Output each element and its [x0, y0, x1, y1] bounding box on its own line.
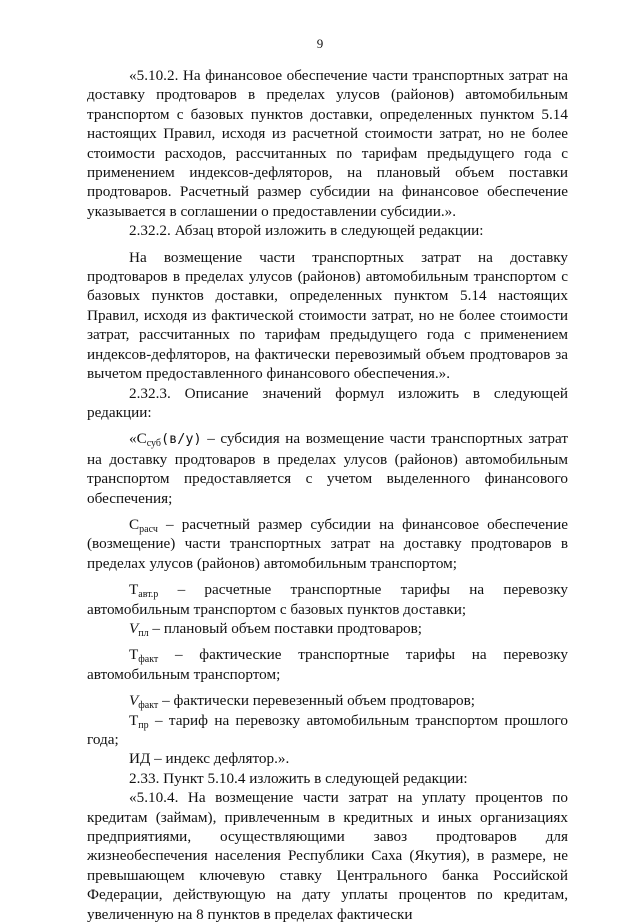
definition-c-rasch: $С_{расч}$ – расчетный размер субсидии на финансовое обеспечение (возмещение) части транспортных затрат на доставку продтоваров в пределах улусов (районов) автомобильным транспортом;	[87, 515, 568, 572]
definition-t-fakt: $Т_{факт}$ – фактические транспортные тарифы на перевозку автомобильным транспортом;	[87, 646, 568, 683]
definition-v-pl: $V_{пл}$ – плановый объем поставки продтоваров;	[129, 619, 423, 639]
definition-t-pr: $Т_{пр}$ – тариф на перевозку автомобильным транспортом прошлого года;	[87, 711, 568, 748]
definition-id: ИД – индекс дефлятор.».	[129, 750, 290, 768]
paragraph-5-10-2: «5.10.2. На финансовое обеспечение части транспортных затрат на доставку продтоваров в пределах улусов (районов) автомобильным транспортом с базовых пунктов доставки, определенных пунктом 5.14 настоящих Правил, исходя из расчетной стоимости затрат, но не более стоимости расходов, рассчитанных по тарифам предыдущего года с применением индексов-дефляторов, на плановый объем поставки продтоваров. Расчетный размер субсидии на финансовое обеспечение указывается в соглашении о предоставлении субсидии.».	[87, 67, 568, 220]
paragraph-2-33: 2.33. Пункт 5.10.4 изложить в следующей редакции:	[129, 769, 468, 787]
paragraph-5-10-4: «5.10.4. На возмещение части затрат на уплату процентов по кредитам (займам), привлеченным в кредитных и иных организациях предприятиями, осуществляющими завоз продтоваров для жизнеобеспечения населения Республики Саха (Якутия), в размере, не превышающем ключевую ставку Центрального банка Российской Федерации, действующую на дату уплаты процентов по кредитам, увеличенную на 8 пунктов в пределах фактически	[87, 789, 568, 923]
paragraph-2-32-3: 2.32.3. Описание значений формул изложить в следующей редакции:	[87, 384, 568, 421]
paragraph-2-32-2: 2.32.2. Абзац второй изложить в следующей редакции:	[129, 222, 484, 240]
definition-c-sub: «$С_{суб}(в/у)$ – субсидия на возмещение части транспортных затрат на доставку продтоваров в пределах улусов (районов) автомобильным транспортом предоставляется с учетом выделенного финансового обеспечения;	[87, 430, 568, 507]
definition-t-avt: $Т_{авт.р}$ – расчетные транспортные тарифы на перевозку автомобильным транспортом с базовых пунктов доставки;	[87, 581, 568, 618]
definition-v-fakt: $V_{факт}$ – фактически перевезенный объем продтоваров;	[129, 692, 476, 712]
document-body	[87, 66, 568, 924]
page-number: 9	[316, 36, 324, 51]
paragraph-new-text: На возмещение части транспортных затрат на доставку продтоваров в пределах улусов (районов) автомобильным транспортом с базовых пунктов доставки, определенных пунктом 5.14 настоящих Правил, исходя из фактической стоимости затрат, но не более стоимости затрат, рассчитанных по тарифам предыдущего года с применением индексов-дефляторов, на фактически перевозимый объем продтоваров за вычетом предоставленного финансового обеспечения.».	[87, 248, 568, 383]
